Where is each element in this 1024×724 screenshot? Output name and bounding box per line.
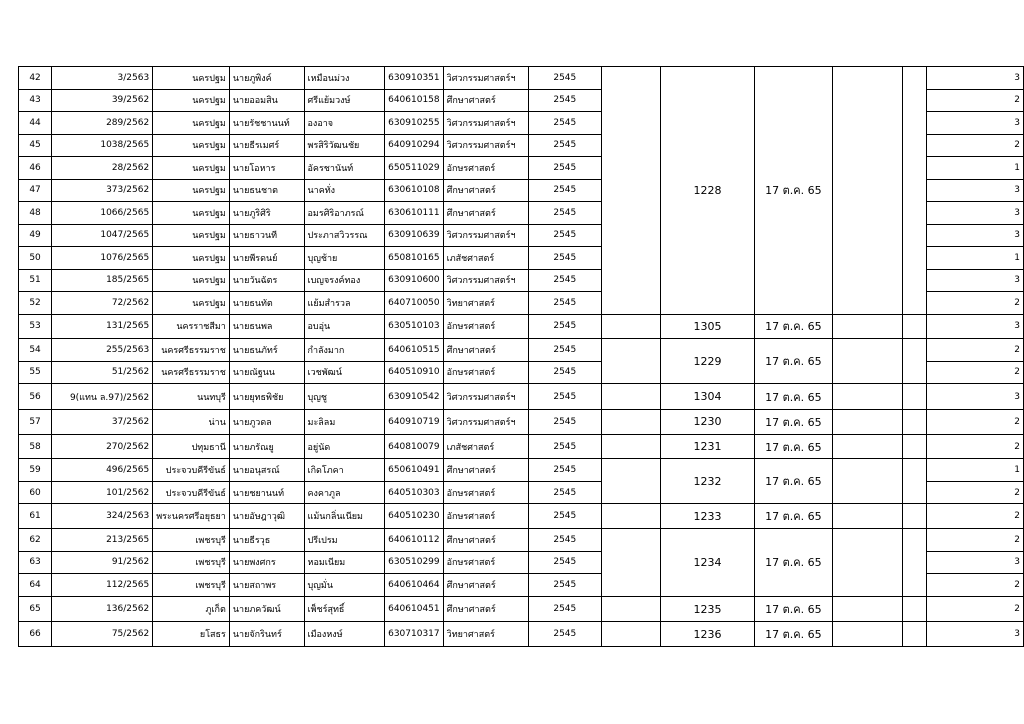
faculty-cell: วิศวกรรมศาสตร์ฯ: [443, 224, 528, 247]
blank-cell: [832, 504, 902, 529]
count-cell: 2: [927, 596, 1024, 622]
case-number-cell: 37/2562: [52, 410, 153, 435]
case-number-cell: 101/2562: [52, 481, 153, 504]
year-cell: 2545: [528, 529, 601, 552]
year-cell: 2545: [528, 202, 601, 225]
case-number-cell: 91/2562: [52, 551, 153, 574]
student-id-cell: 630910255: [385, 112, 444, 135]
province-cell: นครปฐม: [153, 89, 230, 112]
count-cell: 3: [927, 224, 1024, 247]
year-cell: 2545: [528, 481, 601, 504]
blank-cell: [832, 622, 902, 647]
count-cell: 1: [927, 247, 1024, 270]
faculty-cell: วิทยาศาสตร์: [443, 292, 528, 315]
faculty-cell: วิศวกรรมศาสตร์ฯ: [443, 269, 528, 292]
code-cell: 1304: [660, 384, 754, 410]
faculty-cell: ศึกษาศาสตร์: [443, 89, 528, 112]
row-number-cell: 43: [19, 89, 52, 112]
table-row: [19, 67, 1024, 90]
blank-cell: [902, 314, 927, 339]
table-row: [19, 622, 1024, 647]
faculty-cell: เภสัชศาสตร์: [443, 247, 528, 270]
count-cell: 3: [927, 67, 1024, 90]
case-number-cell: 136/2562: [52, 596, 153, 622]
last-name-cell: คงคาภูล: [304, 481, 385, 504]
row-number-cell: 60: [19, 481, 52, 504]
province-cell: นครปฐม: [153, 134, 230, 157]
count-cell: 3: [927, 112, 1024, 135]
first-name-cell: นายธีรเมศร์: [229, 134, 304, 157]
faculty-cell: เภสัชศาสตร์: [443, 434, 528, 459]
student-id-cell: 640710050: [385, 292, 444, 315]
student-id-cell: 630610111: [385, 202, 444, 225]
last-name-cell: ประภาสวิวรรณ: [304, 224, 385, 247]
first-name-cell: นายวันฉัตร: [229, 269, 304, 292]
table-row: [19, 459, 1024, 482]
faculty-cell: วิศวกรรมศาสตร์ฯ: [443, 410, 528, 435]
date-cell: 17 ต.ค. 65: [755, 622, 832, 647]
year-cell: 2545: [528, 89, 601, 112]
table-row: [19, 504, 1024, 529]
count-cell: 3: [927, 314, 1024, 339]
first-name-cell: นายจักรินทร์: [229, 622, 304, 647]
table-row: [19, 434, 1024, 459]
code-cell: 1234: [660, 529, 754, 597]
blank-cell: [902, 384, 927, 410]
faculty-cell: อักษรศาสตร์: [443, 157, 528, 180]
row-number-cell: 55: [19, 361, 52, 384]
code-cell: 1236: [660, 622, 754, 647]
date-cell: 17 ต.ค. 65: [755, 434, 832, 459]
first-name-cell: นายออมสิน: [229, 89, 304, 112]
last-name-cell: หอมเนียม: [304, 551, 385, 574]
date-cell: 17 ต.ค. 65: [755, 459, 832, 504]
faculty-cell: อักษรศาสตร์: [443, 504, 528, 529]
last-name-cell: พรสิริวัฒนชัย: [304, 134, 385, 157]
first-name-cell: นายรัชชานนท์: [229, 112, 304, 135]
faculty-cell: อักษรศาสตร์: [443, 551, 528, 574]
case-number-cell: 51/2562: [52, 361, 153, 384]
row-number-cell: 52: [19, 292, 52, 315]
code-cell: 1231: [660, 434, 754, 459]
table-row: [19, 314, 1024, 339]
case-number-cell: 28/2562: [52, 157, 153, 180]
last-name-cell: กำลังมาก: [304, 339, 385, 362]
first-name-cell: นายพีรดนย์: [229, 247, 304, 270]
code-cell: 1228: [660, 67, 754, 315]
case-number-cell: 255/2563: [52, 339, 153, 362]
group-blank-cell: [601, 622, 660, 647]
blank-cell: [902, 459, 927, 504]
date-cell: 17 ต.ค. 65: [755, 339, 832, 384]
student-id-cell: 630910542: [385, 384, 444, 410]
row-number-cell: 44: [19, 112, 52, 135]
blank-cell: [902, 504, 927, 529]
case-number-cell: 39/2562: [52, 89, 153, 112]
province-cell: พระนครศรีอยุธยา: [153, 504, 230, 529]
case-number-cell: 131/2565: [52, 314, 153, 339]
first-name-cell: นายพงศกร: [229, 551, 304, 574]
year-cell: 2545: [528, 596, 601, 622]
last-name-cell: นาคทั่ง: [304, 179, 385, 202]
faculty-cell: ศึกษาศาสตร์: [443, 529, 528, 552]
province-cell: นครศรีธรรมราช: [153, 339, 230, 362]
case-number-cell: 1047/2565: [52, 224, 153, 247]
student-id-cell: 640510910: [385, 361, 444, 384]
records-table: [18, 66, 1024, 647]
first-name-cell: นายธนพล: [229, 314, 304, 339]
row-number-cell: 64: [19, 574, 52, 597]
date-cell: 17 ต.ค. 65: [755, 596, 832, 622]
first-name-cell: นายยุทธพิชัย: [229, 384, 304, 410]
case-number-cell: 75/2562: [52, 622, 153, 647]
last-name-cell: อมรศิริอาภรณ์: [304, 202, 385, 225]
faculty-cell: ศึกษาศาสตร์: [443, 574, 528, 597]
code-cell: 1305: [660, 314, 754, 339]
year-cell: 2545: [528, 410, 601, 435]
province-cell: นครปฐม: [153, 224, 230, 247]
blank-cell: [832, 596, 902, 622]
faculty-cell: วิศวกรรมศาสตร์ฯ: [443, 67, 528, 90]
count-cell: 2: [927, 339, 1024, 362]
last-name-cell: องอาจ: [304, 112, 385, 135]
blank-cell: [902, 596, 927, 622]
province-cell: ประจวบคีรีขันธ์: [153, 459, 230, 482]
province-cell: นครปฐม: [153, 292, 230, 315]
row-number-cell: 66: [19, 622, 52, 647]
case-number-cell: 1038/2565: [52, 134, 153, 157]
case-number-cell: 185/2565: [52, 269, 153, 292]
faculty-cell: อักษรศาสตร์: [443, 481, 528, 504]
table-row: [19, 529, 1024, 552]
student-id-cell: 650511029: [385, 157, 444, 180]
year-cell: 2545: [528, 314, 601, 339]
blank-cell: [832, 459, 902, 504]
first-name-cell: นายธีรวุธ: [229, 529, 304, 552]
row-number-cell: 58: [19, 434, 52, 459]
blank-cell: [832, 339, 902, 384]
code-cell: 1229: [660, 339, 754, 384]
table-row: [19, 596, 1024, 622]
blank-cell: [832, 314, 902, 339]
row-number-cell: 62: [19, 529, 52, 552]
first-name-cell: นายสถาพร: [229, 574, 304, 597]
faculty-cell: วิทยาศาสตร์: [443, 622, 528, 647]
year-cell: 2545: [528, 434, 601, 459]
student-id-cell: 640610515: [385, 339, 444, 362]
first-name-cell: นายธนชาต: [229, 179, 304, 202]
student-id-cell: 630510299: [385, 551, 444, 574]
row-number-cell: 54: [19, 339, 52, 362]
year-cell: 2545: [528, 504, 601, 529]
row-number-cell: 48: [19, 202, 52, 225]
first-name-cell: นายภูพิงค์: [229, 67, 304, 90]
last-name-cell: บุญมั่น: [304, 574, 385, 597]
year-cell: 2545: [528, 269, 601, 292]
count-cell: 2: [927, 574, 1024, 597]
province-cell: ประจวบคีรีขันธ์: [153, 481, 230, 504]
year-cell: 2545: [528, 459, 601, 482]
row-number-cell: 63: [19, 551, 52, 574]
count-cell: 1: [927, 157, 1024, 180]
count-cell: 3: [927, 551, 1024, 574]
row-number-cell: 61: [19, 504, 52, 529]
year-cell: 2545: [528, 339, 601, 362]
student-id-cell: 630610108: [385, 179, 444, 202]
year-cell: 2545: [528, 574, 601, 597]
province-cell: นครราชสีมา: [153, 314, 230, 339]
table-row: [19, 339, 1024, 362]
blank-cell: [902, 434, 927, 459]
year-cell: 2545: [528, 361, 601, 384]
code-cell: 1230: [660, 410, 754, 435]
row-number-cell: 51: [19, 269, 52, 292]
province-cell: ปทุมธานี: [153, 434, 230, 459]
province-cell: นครปฐม: [153, 269, 230, 292]
first-name-cell: นายภูวดล: [229, 410, 304, 435]
province-cell: นครปฐม: [153, 247, 230, 270]
case-number-cell: 496/2565: [52, 459, 153, 482]
blank-cell: [902, 67, 927, 315]
first-name-cell: นายธาวนที: [229, 224, 304, 247]
row-number-cell: 56: [19, 384, 52, 410]
date-cell: 17 ต.ค. 65: [755, 67, 832, 315]
province-cell: เพชรบุรี: [153, 529, 230, 552]
last-name-cell: เพ็ชร์สุทธิ์: [304, 596, 385, 622]
case-number-cell: 270/2562: [52, 434, 153, 459]
first-name-cell: นายธนทัต: [229, 292, 304, 315]
year-cell: 2545: [528, 179, 601, 202]
count-cell: 2: [927, 504, 1024, 529]
first-name-cell: นายภรัณยู: [229, 434, 304, 459]
code-cell: 1232: [660, 459, 754, 504]
group-blank-cell: [601, 339, 660, 384]
student-id-cell: 630510103: [385, 314, 444, 339]
case-number-cell: 373/2562: [52, 179, 153, 202]
faculty-cell: ศึกษาศาสตร์: [443, 339, 528, 362]
first-name-cell: นายธนภัทร์: [229, 339, 304, 362]
count-cell: 3: [927, 384, 1024, 410]
blank-cell: [902, 410, 927, 435]
province-cell: ยโสธร: [153, 622, 230, 647]
last-name-cell: อัครชานันท์: [304, 157, 385, 180]
count-cell: 2: [927, 292, 1024, 315]
count-cell: 2: [927, 481, 1024, 504]
student-id-cell: 630910639: [385, 224, 444, 247]
row-number-cell: 53: [19, 314, 52, 339]
province-cell: เพชรบุรี: [153, 551, 230, 574]
count-cell: 3: [927, 202, 1024, 225]
province-cell: น่าน: [153, 410, 230, 435]
blank-cell: [832, 410, 902, 435]
last-name-cell: แม้นกลิ่นเนียม: [304, 504, 385, 529]
row-number-cell: 59: [19, 459, 52, 482]
student-id-cell: 640610158: [385, 89, 444, 112]
province-cell: นครศรีธรรมราช: [153, 361, 230, 384]
last-name-cell: เกิดโภคา: [304, 459, 385, 482]
year-cell: 2545: [528, 157, 601, 180]
faculty-cell: วิศวกรรมศาสตร์ฯ: [443, 134, 528, 157]
case-number-cell: 213/2565: [52, 529, 153, 552]
first-name-cell: นายณัฐนน: [229, 361, 304, 384]
date-cell: 17 ต.ค. 65: [755, 384, 832, 410]
blank-cell: [902, 339, 927, 384]
blank-cell: [902, 622, 927, 647]
case-number-cell: 3/2563: [52, 67, 153, 90]
date-cell: 17 ต.ค. 65: [755, 529, 832, 597]
group-blank-cell: [601, 529, 660, 597]
last-name-cell: มะลิลม: [304, 410, 385, 435]
group-blank-cell: [601, 67, 660, 315]
count-cell: 3: [927, 269, 1024, 292]
last-name-cell: บุญช้าย: [304, 247, 385, 270]
blank-cell: [832, 384, 902, 410]
year-cell: 2545: [528, 67, 601, 90]
first-name-cell: นายโอหาร: [229, 157, 304, 180]
student-id-cell: 650610491: [385, 459, 444, 482]
year-cell: 2545: [528, 224, 601, 247]
faculty-cell: วิศวกรรมศาสตร์ฯ: [443, 384, 528, 410]
faculty-cell: ศึกษาศาสตร์: [443, 459, 528, 482]
row-number-cell: 45: [19, 134, 52, 157]
student-id-cell: 640810079: [385, 434, 444, 459]
faculty-cell: ศึกษาศาสตร์: [443, 202, 528, 225]
row-number-cell: 46: [19, 157, 52, 180]
case-number-cell: 324/2563: [52, 504, 153, 529]
province-cell: นครปฐม: [153, 179, 230, 202]
province-cell: เพชรบุรี: [153, 574, 230, 597]
row-number-cell: 42: [19, 67, 52, 90]
last-name-cell: อบอุ่น: [304, 314, 385, 339]
last-name-cell: เวชพัฒน์: [304, 361, 385, 384]
count-cell: 1: [927, 459, 1024, 482]
year-cell: 2545: [528, 622, 601, 647]
count-cell: 2: [927, 529, 1024, 552]
province-cell: ภูเก็ต: [153, 596, 230, 622]
count-cell: 2: [927, 361, 1024, 384]
date-cell: 17 ต.ค. 65: [755, 410, 832, 435]
first-name-cell: นายภควัฒน์: [229, 596, 304, 622]
last-name-cell: บุญชู: [304, 384, 385, 410]
last-name-cell: ศรีแย้มวงษ์: [304, 89, 385, 112]
last-name-cell: เมืองหงษ์: [304, 622, 385, 647]
count-cell: 2: [927, 434, 1024, 459]
table-row: [19, 384, 1024, 410]
year-cell: 2545: [528, 292, 601, 315]
blank-cell: [902, 529, 927, 597]
code-cell: 1235: [660, 596, 754, 622]
count-cell: 2: [927, 134, 1024, 157]
student-id-cell: 640610451: [385, 596, 444, 622]
last-name-cell: แย้มสำรวล: [304, 292, 385, 315]
date-cell: 17 ต.ค. 65: [755, 504, 832, 529]
row-number-cell: 49: [19, 224, 52, 247]
year-cell: 2545: [528, 384, 601, 410]
count-cell: 2: [927, 89, 1024, 112]
blank-cell: [832, 529, 902, 597]
last-name-cell: เบญจรงค์ทอง: [304, 269, 385, 292]
table-row: [19, 410, 1024, 435]
row-number-cell: 50: [19, 247, 52, 270]
year-cell: 2545: [528, 112, 601, 135]
code-cell: 1233: [660, 504, 754, 529]
date-cell: 17 ต.ค. 65: [755, 314, 832, 339]
province-cell: นครปฐม: [153, 157, 230, 180]
student-id-cell: 640910719: [385, 410, 444, 435]
first-name-cell: นายอัษฎาวุฒิ: [229, 504, 304, 529]
student-id-cell: 630910600: [385, 269, 444, 292]
count-cell: 2: [927, 410, 1024, 435]
last-name-cell: เหมือนม่วง: [304, 67, 385, 90]
case-number-cell: 9(แทน ล.97)/2562: [52, 384, 153, 410]
case-number-cell: 289/2562: [52, 112, 153, 135]
province-cell: นครปฐม: [153, 202, 230, 225]
group-blank-cell: [601, 434, 660, 459]
province-cell: นครปฐม: [153, 112, 230, 135]
first-name-cell: นายภูริศิริ: [229, 202, 304, 225]
faculty-cell: อักษรศาสตร์: [443, 314, 528, 339]
province-cell: นนทบุรี: [153, 384, 230, 410]
group-blank-cell: [601, 504, 660, 529]
student-id-cell: 640910294: [385, 134, 444, 157]
student-id-cell: 630710317: [385, 622, 444, 647]
table-body: [19, 67, 1024, 647]
faculty-cell: ศึกษาศาสตร์: [443, 596, 528, 622]
last-name-cell: อยู่นัด: [304, 434, 385, 459]
count-cell: 3: [927, 179, 1024, 202]
row-number-cell: 65: [19, 596, 52, 622]
year-cell: 2545: [528, 247, 601, 270]
student-id-cell: 640510230: [385, 504, 444, 529]
group-blank-cell: [601, 314, 660, 339]
row-number-cell: 47: [19, 179, 52, 202]
case-number-cell: 112/2565: [52, 574, 153, 597]
first-name-cell: นายอนุสรณ์: [229, 459, 304, 482]
case-number-cell: 72/2562: [52, 292, 153, 315]
year-cell: 2545: [528, 551, 601, 574]
blank-cell: [832, 434, 902, 459]
group-blank-cell: [601, 410, 660, 435]
group-blank-cell: [601, 459, 660, 504]
province-cell: นครปฐม: [153, 67, 230, 90]
year-cell: 2545: [528, 134, 601, 157]
blank-cell: [832, 67, 902, 315]
last-name-cell: ปรีเปรม: [304, 529, 385, 552]
group-blank-cell: [601, 596, 660, 622]
student-id-cell: 630910351: [385, 67, 444, 90]
case-number-cell: 1066/2565: [52, 202, 153, 225]
first-name-cell: นายชยานนท์: [229, 481, 304, 504]
count-cell: 3: [927, 622, 1024, 647]
student-id-cell: 640610464: [385, 574, 444, 597]
student-id-cell: 650810165: [385, 247, 444, 270]
faculty-cell: อักษรศาสตร์: [443, 361, 528, 384]
case-number-cell: 1076/2565: [52, 247, 153, 270]
student-id-cell: 640510303: [385, 481, 444, 504]
group-blank-cell: [601, 384, 660, 410]
faculty-cell: ศึกษาศาสตร์: [443, 179, 528, 202]
row-number-cell: 57: [19, 410, 52, 435]
faculty-cell: วิศวกรรมศาสตร์ฯ: [443, 112, 528, 135]
student-id-cell: 640610112: [385, 529, 444, 552]
